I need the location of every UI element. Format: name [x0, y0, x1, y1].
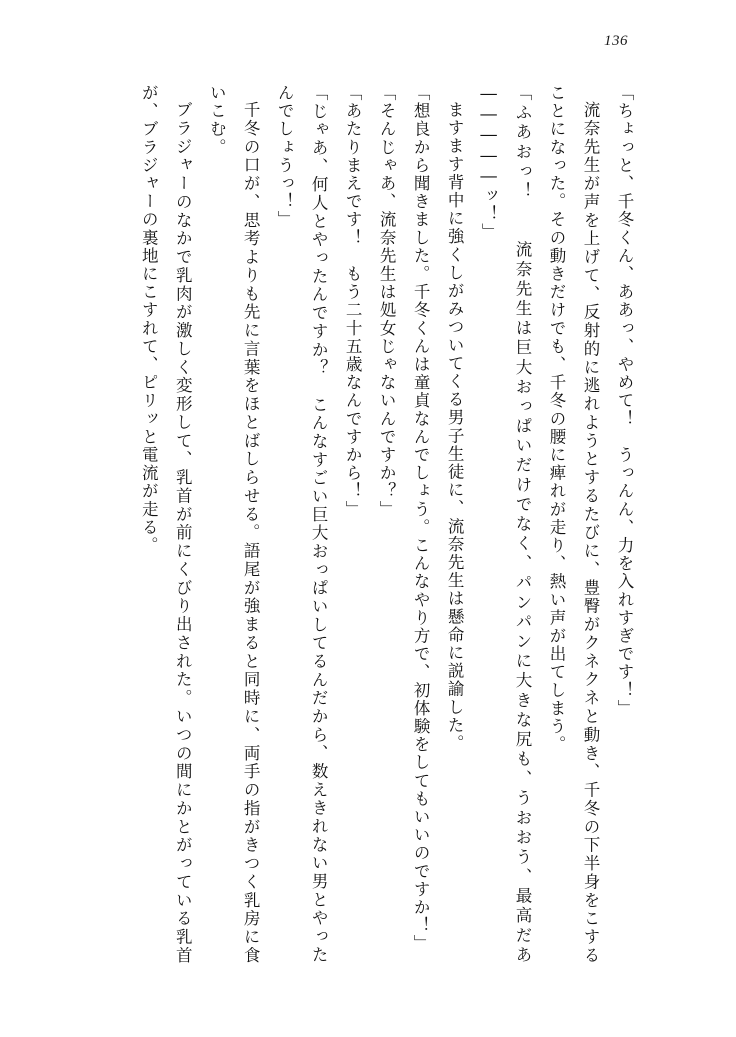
paragraph: 「ふあおっ！ 流奈先生は巨大おっぱいだけでなく、パンパンに大きな尻も、うおおう、最高だあ―――――ッ！」 [479, 84, 533, 964]
paragraph: 「想良から聞きました。千冬くんは童貞なんでしょう。こんなやり方で、初体験をしてもいいのですか！」 [411, 84, 431, 953]
page-number: 136 [604, 33, 628, 49]
paragraph: ますます背中に強くしがみついてくる男子生徒に、流奈先生は懸命に説諭した。 [445, 100, 465, 753]
paragraph: 「ちょっと、千冬くん、ああっ、やめて！ うっんん、力を入れすぎです！」 [615, 84, 634, 718]
paragraph: 「そんじゃあ、流奈先生は処女じゃないんですか？」 [377, 84, 397, 519]
paragraph: ブラジャーのなかで乳肉が激しく変形して、乳首が前にくびり出された。いつの間にかとがっている乳首が、ブラジャーの裏地にこすれて、ピリッと電流が走る。 [139, 84, 193, 964]
paragraph: 「あたりまえです！ もう二十五歳なんですから！」 [343, 84, 363, 519]
paragraph: 千冬の口が、思考よりも先に言葉をほとばしらせる。語尾が強まると同時に、両手の指がきつく乳房に食いこむ。 [207, 84, 261, 964]
paragraph: 「じゃあ、何人とやったんですか？ こんなすごい巨大おっぱいしてるんだから、数えきれない男とやったんでしょうっ！」 [275, 84, 329, 964]
paragraph: 流奈先生が声を上げて、反射的に逃れようとするたびに、豊臀がクネクネと動き、千冬の下半身をこすることになった。その動きだけでも、千冬の腰に痺れが走り、熱い声が出てしまう。 [547, 84, 601, 964]
page-text-body [95, 84, 641, 964]
